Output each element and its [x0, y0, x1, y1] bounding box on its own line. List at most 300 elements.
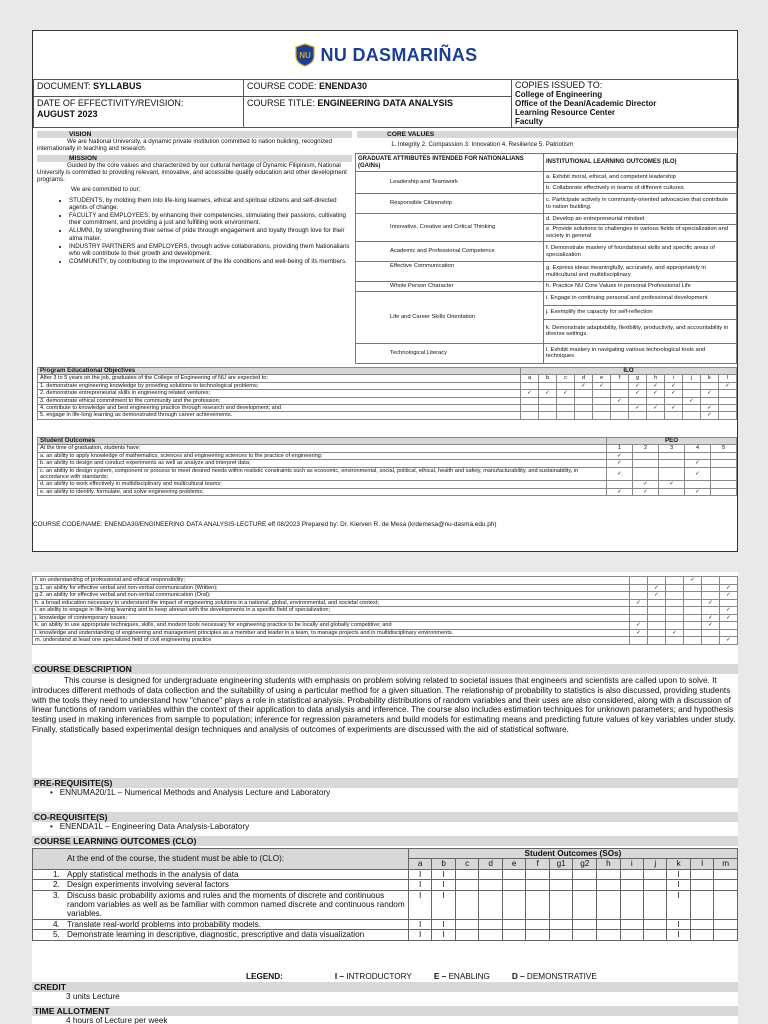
mark-cell	[720, 622, 738, 630]
table-row	[33, 637, 738, 645]
mark-cell	[714, 930, 738, 940]
mark-cell	[455, 919, 478, 929]
prerequisite-item: • ENNUMA20/1L – Numerical Methods and Analysis Lecture and Laboratory	[50, 788, 331, 797]
mark-cell: I	[432, 869, 456, 879]
row-label: i. an ability to engage in life-long learning and to keep abreast with the developments in a specific field of specialization;	[33, 607, 630, 615]
mark-cell	[502, 880, 526, 890]
gain-attr: Effective Communication	[356, 262, 544, 282]
mark-cell	[575, 412, 593, 419]
mark-cell	[666, 607, 684, 615]
mark-cell	[666, 599, 684, 607]
mark-cell	[630, 637, 648, 645]
col-header: i	[665, 375, 683, 382]
mark-cell	[539, 382, 557, 389]
mark-cell	[711, 467, 737, 481]
nu-shield-icon	[295, 43, 315, 67]
mark-cell	[521, 382, 539, 389]
mark-cell	[455, 880, 478, 890]
row-label: h. a broad education necessary to understand the impact of engineering solutions in a national, global, environmental, and societal context;	[33, 599, 630, 607]
mark-cell	[549, 880, 573, 890]
course-code-cell: COURSE CODE: ENENDA30	[244, 80, 512, 97]
col-header: g1	[549, 859, 573, 869]
mark-cell	[630, 614, 648, 622]
table-row	[33, 577, 738, 585]
credit-title: CREDIT	[32, 982, 738, 992]
col-header: g	[629, 375, 647, 382]
row-label: g.2. an ability for effective verbal and non-verbal communication (Oral);	[33, 592, 630, 600]
clo-table	[32, 848, 738, 941]
col-header: b	[432, 859, 456, 869]
gains-header: GRADUATE ATTRIBUTES INTENDED FOR NATIONALIANS (GAINs)	[356, 154, 544, 172]
gain-attr: Life and Career Skills Orientation	[356, 291, 544, 343]
so-title: Student Outcomes	[38, 438, 607, 445]
mark-cell	[690, 890, 713, 919]
mark-cell	[620, 919, 643, 929]
mark-cell	[665, 412, 683, 419]
mark-cell: I	[408, 919, 432, 929]
col-header: l	[690, 859, 713, 869]
mark-cell: ✓	[630, 629, 648, 637]
mark-cell	[620, 880, 643, 890]
mark-cell: ✓	[557, 390, 575, 397]
table-row	[33, 629, 738, 637]
table-row	[33, 584, 738, 592]
mark-cell	[644, 919, 667, 929]
mark-cell	[597, 930, 621, 940]
mark-cell	[539, 405, 557, 412]
mark-cell	[648, 599, 666, 607]
mark-cell: ✓	[629, 405, 647, 412]
clo-item: 2. Design experiments involving several factors	[33, 880, 409, 890]
mark-cell: ✓	[593, 382, 611, 389]
mark-cell	[690, 930, 713, 940]
mark-cell: ✓	[607, 460, 633, 467]
mark-cell	[573, 930, 597, 940]
mark-cell	[557, 397, 575, 404]
mark-cell: ✓	[685, 467, 711, 481]
mark-cell: ✓	[720, 614, 738, 622]
mark-cell	[666, 614, 684, 622]
row-label: l. knowledge and understanding of engineering and management principles as a member and leader in a team, to manage projects and in multidisciplinary environments.	[33, 629, 630, 637]
mark-cell: ✓	[720, 607, 738, 615]
mark-cell	[455, 869, 478, 879]
page-footer: COURSE CODE/NAME: ENENDA30/ENGINEERING DATA ANALYSIS-LECTURE eff 08/2023 Prepared by: Dr. Kierven R. de Mesa (krdemesa@nu-dasma.edu.ph)	[33, 521, 497, 528]
table-row	[38, 452, 737, 459]
mark-cell	[607, 481, 633, 488]
mark-cell	[573, 919, 597, 929]
copies-cell: COPIES ISSUED TO: College of Engineering Office of the Dean/Academic Director Learning Resource Center Faculty	[512, 80, 739, 128]
mark-cell	[659, 460, 685, 467]
clo-item: 3. Discuss basic probability axioms and rules and the moments of discrete and continuous random variables as well as be familiar with common named discrete and continuous random variables.	[33, 890, 409, 919]
mark-cell	[659, 488, 685, 495]
mark-cell: ✓	[701, 405, 719, 412]
mark-cell: ✓	[685, 460, 711, 467]
mark-cell	[648, 577, 666, 585]
table-row	[33, 614, 738, 622]
mark-cell: I	[432, 880, 456, 890]
list-item: • FACULTY and EMPLOYEES, by enhancing their competencies, stimulating their passions, cultivating their commitment, and providing a just and fulfilling work environment.	[69, 212, 352, 226]
mark-cell	[597, 880, 621, 890]
mark-cell	[526, 919, 549, 929]
list-item: • ALUMNI, by strengthening their sense of pride through engagement and loyalty through love for their alma mater.	[69, 227, 352, 241]
col-header: h	[647, 375, 665, 382]
clo-item: 4. Translate real-world problems into probability models.	[33, 919, 409, 929]
table-row	[38, 481, 737, 488]
mark-cell: ✓	[685, 488, 711, 495]
mark-cell: ✓	[607, 452, 633, 459]
mark-cell	[633, 467, 659, 481]
mark-cell	[648, 637, 666, 645]
mark-cell: I	[432, 919, 456, 929]
col-header: b	[539, 375, 557, 382]
mark-cell	[630, 607, 648, 615]
mark-cell	[630, 577, 648, 585]
mark-cell: I	[667, 919, 690, 929]
mark-cell	[502, 919, 526, 929]
mark-cell	[549, 869, 573, 879]
mark-cell: ✓	[629, 390, 647, 397]
col-header: a	[521, 375, 539, 382]
mark-cell: I	[408, 880, 432, 890]
mark-cell: ✓	[629, 382, 647, 389]
mark-cell	[573, 869, 597, 879]
col-header: d	[479, 859, 503, 869]
col-header: c	[455, 859, 478, 869]
mark-cell	[549, 930, 573, 940]
peo-title: Program Educational Objectives	[38, 368, 521, 375]
row-label: e. an ability to identify, formulate, and solve engineering problems;	[38, 488, 607, 495]
col-header: 5	[711, 445, 737, 452]
student-outcomes-continued-table	[32, 576, 738, 645]
col-header: h	[597, 859, 621, 869]
col-header: f	[526, 859, 549, 869]
mark-cell: ✓	[647, 390, 665, 397]
row-label: 5. engage in life-long learning as demonstrated through career achievements.	[38, 412, 521, 419]
mark-cell: ✓	[720, 584, 738, 592]
gain-attr: Technological Literacy	[356, 343, 544, 363]
mark-cell	[690, 919, 713, 929]
mark-cell	[714, 880, 738, 890]
list-item: • STUDENTS, by molding them into life-long learners, ethical and spiritual citizens and self-directed agents of change.	[69, 197, 352, 211]
table-row	[38, 368, 737, 375]
mark-cell	[647, 397, 665, 404]
mark-cell: ✓	[647, 382, 665, 389]
corequisite-item: • ENENDA1L – Engineering Data Analysis-Laboratory	[50, 822, 250, 831]
mark-cell	[502, 930, 526, 940]
student-outcomes-table	[37, 437, 737, 496]
row-label: d. an ability to work effectively in multidisciplinary and multicultural teams;	[38, 481, 607, 488]
table-row	[38, 412, 737, 419]
clo-title: COURSE LEARNING OUTCOMES (CLO)	[32, 836, 738, 846]
mark-cell	[644, 880, 667, 890]
brand-name: NU DASMARIÑAS	[320, 44, 478, 65]
mark-cell	[685, 452, 711, 459]
mark-cell	[629, 397, 647, 404]
mark-cell: ✓	[630, 622, 648, 630]
col-header: l	[719, 375, 737, 382]
svg-text:NU: NU	[298, 51, 311, 60]
time-allotment-title: TIME ALLOTMENT	[32, 1006, 738, 1016]
mark-cell	[479, 930, 503, 940]
row-label: b. an ability to design and conduct experiments as well as analyze and interpret data;	[38, 460, 607, 467]
mark-cell	[684, 629, 702, 637]
mark-cell	[714, 890, 738, 919]
col-header: 2	[633, 445, 659, 452]
list-item: • INDUSTRY PARTNERS and EMPLOYERS, through active collaborations, providing them Nationalians who will contribute to their growth and development.	[69, 243, 352, 257]
so-intro: At the time of graduation, students have:	[38, 445, 607, 452]
vision-text: We are National University, a dynamic private institution committed to nation building, recognized internationally in teaching and research.	[37, 138, 332, 153]
mark-cell	[666, 637, 684, 645]
table-row	[38, 390, 737, 397]
mark-cell: I	[667, 869, 690, 879]
mark-cell: ✓	[702, 614, 720, 622]
mark-cell	[714, 919, 738, 929]
table-row	[33, 599, 738, 607]
mark-cell: I	[432, 930, 456, 940]
mark-cell	[557, 412, 575, 419]
ilo-header: INSTITUTIONAL LEARNING OUTCOMES (ILO)	[544, 154, 737, 172]
col-header: g2	[573, 859, 597, 869]
prerequisite-title: PRE-REQUISITE(S)	[32, 778, 738, 788]
peo-label: PEO	[607, 438, 737, 445]
table-row	[38, 375, 737, 382]
mark-cell	[573, 880, 597, 890]
mark-cell	[701, 382, 719, 389]
mark-cell: I	[667, 890, 690, 919]
mark-cell	[702, 629, 720, 637]
legend: LEGEND: I – INTRODUCTORY E – ENABLING D – DEMONSTRATIVE	[246, 972, 597, 981]
mark-cell	[620, 890, 643, 919]
mark-cell	[593, 390, 611, 397]
mark-cell	[644, 869, 667, 879]
mark-cell	[549, 890, 573, 919]
core-values-title: CORE VALUES	[357, 131, 737, 138]
mark-cell	[684, 592, 702, 600]
table-row	[38, 488, 737, 495]
mark-cell: ✓	[607, 467, 633, 481]
vision-title: VISION	[37, 131, 352, 138]
mark-cell	[455, 930, 478, 940]
mark-cell	[479, 890, 503, 919]
mission-list	[37, 197, 352, 266]
table-row	[33, 880, 738, 890]
mark-cell	[684, 622, 702, 630]
mark-cell: ✓	[684, 577, 702, 585]
col-header: d	[575, 375, 593, 382]
mark-cell: ✓	[701, 390, 719, 397]
mark-cell: ✓	[648, 584, 666, 592]
clo-item: 5. Demonstrate learning in descriptive, diagnostic, prescriptive and data visualization	[33, 930, 409, 940]
document-header-table	[33, 79, 739, 128]
mark-cell	[684, 614, 702, 622]
mark-cell	[573, 890, 597, 919]
mark-cell	[597, 919, 621, 929]
mark-cell: ✓	[702, 622, 720, 630]
mark-cell	[630, 592, 648, 600]
mark-cell: ✓	[666, 629, 684, 637]
mark-cell	[648, 614, 666, 622]
mark-cell: ✓	[521, 390, 539, 397]
core-values-line: 1. Integrity 2. Compassion 3. Innovation 4. Resilience 5. Patriotism	[391, 141, 574, 148]
mark-cell	[549, 919, 573, 929]
row-label: k. an ability to use appropriate techniques, skills, and modern tools necessary for engineering practice to be locally and globally competitive; and	[33, 622, 630, 630]
mark-cell	[647, 412, 665, 419]
mark-cell	[666, 622, 684, 630]
mark-cell	[666, 584, 684, 592]
mark-cell	[659, 467, 685, 481]
mark-cell: ✓	[647, 405, 665, 412]
col-header: k	[667, 859, 690, 869]
mark-cell	[620, 869, 643, 879]
mark-cell: ✓	[659, 481, 685, 488]
peo-table	[37, 367, 737, 420]
mark-cell	[719, 405, 737, 412]
mark-cell	[702, 592, 720, 600]
vision-mission-block	[37, 131, 352, 266]
row-label: f. an understanding of professional and ethical responsibility;	[33, 577, 630, 585]
mark-cell	[630, 584, 648, 592]
row-label: 3. demonstrate ethical commitment to the community and the profession;	[38, 397, 521, 404]
row-label: g.1. an ability for effective verbal and non-verbal communication (Written);	[33, 584, 630, 592]
mark-cell	[702, 577, 720, 585]
mark-cell	[644, 890, 667, 919]
table-row	[33, 919, 738, 929]
mission-text: Guided by the core values and characterized by our cultural heritage of Dynamic Filipinism, National University is committed to providing relevant, innovative, and accessible quality education and other development programs.	[37, 161, 347, 184]
mark-cell	[690, 869, 713, 879]
table-row	[33, 607, 738, 615]
mark-cell: I	[408, 890, 432, 919]
gain-attr: Innovative, Creative and Critical Thinking	[356, 214, 544, 242]
mark-cell	[684, 599, 702, 607]
col-header: f	[611, 375, 629, 382]
mark-cell: I	[408, 930, 432, 940]
mark-cell	[611, 412, 629, 419]
row-label: 4. contribute to knowledge and best engineering practice through research and development; and	[38, 405, 521, 412]
mark-cell: ✓	[575, 382, 593, 389]
col-header: 3	[659, 445, 685, 452]
mark-cell	[648, 622, 666, 630]
row-label: j. knowledge of contemporary issues;	[33, 614, 630, 622]
mark-cell	[714, 869, 738, 879]
mark-cell	[683, 412, 701, 419]
mark-cell	[502, 890, 526, 919]
mark-cell: ✓	[720, 637, 738, 645]
mark-cell	[611, 405, 629, 412]
header-logo	[33, 41, 739, 69]
mark-cell: ✓	[683, 397, 701, 404]
mark-cell	[593, 412, 611, 419]
mark-cell	[611, 390, 629, 397]
mark-cell: ✓	[701, 412, 719, 419]
course-title-cell: COURSE TITLE: ENGINEERING DATA ANALYSIS	[244, 96, 512, 127]
mark-cell	[711, 488, 737, 495]
row-label: 1. demonstrate engineering knowledge by providing solutions to technological problems;	[38, 382, 521, 389]
mark-cell: ✓	[633, 488, 659, 495]
mark-cell: ✓	[665, 382, 683, 389]
mark-cell	[479, 880, 503, 890]
mark-cell	[720, 599, 738, 607]
col-header: e	[593, 375, 611, 382]
table-row	[38, 405, 737, 412]
mark-cell	[683, 390, 701, 397]
mark-cell: I	[432, 890, 456, 919]
mark-cell	[526, 869, 549, 879]
effectivity-cell: DATE OF EFFECTIVITY/REVISION: AUGUST 2023	[34, 96, 244, 127]
table-row	[33, 890, 738, 919]
mark-cell	[648, 629, 666, 637]
mission-title: MISSION	[37, 155, 352, 162]
col-header: j	[683, 375, 701, 382]
mark-cell	[683, 405, 701, 412]
col-header: i	[620, 859, 643, 869]
gain-attr: Whole Person Character	[356, 282, 544, 292]
mark-cell	[644, 930, 667, 940]
row-label: 2. demonstrate entrepreneurial skills in engineering related ventures;	[38, 390, 521, 397]
mark-cell: ✓	[648, 592, 666, 600]
mark-cell	[648, 607, 666, 615]
mark-cell	[521, 412, 539, 419]
peo-intro: After 3 to 5 years on the job, graduates of the College of Engineering of NU are expected to:	[38, 375, 521, 382]
mark-cell	[526, 880, 549, 890]
mark-cell	[711, 460, 737, 467]
mark-cell: ✓	[720, 592, 738, 600]
mark-cell	[702, 637, 720, 645]
col-header: a	[408, 859, 432, 869]
mark-cell	[659, 452, 685, 459]
mark-cell	[597, 869, 621, 879]
gains-ilo-table: GRADUATE ATTRIBUTES INTENDED FOR NATIONALIANS (GAINs) INSTITUTIONAL LEARNING OUTCOMES (ILO) Leadership and Teamwork a. Exhibit moral, ethical, and competent leadership b. Collaborate effectively in teams of different cultures. Responsible Citizenship c. Participate actively in community-oriented advocacies that contribute to nation building. Innovative, Creative and Critical Thinking d. Develop an entrepreneurial mindset e. Provide solutions to challenges in various fields of specialization and society in general Academic and Professional Competence f. Demonstrate mastery of foundational skills and specific areas of specialization Effective Communication g. Express ideas meaningfully, accurately, and appropriately in multicultural and multidisciplinary Whole Person Character h. Practice NU Core Values in personal Professional Life Life and Career Skills Orientation i. Engage in continuing personal and professional development j. Exemplify the capacity for self-reflection k. Demonstrate adaptability, flexibility, productivity, and accountability in diverse settings. Technological Literacy l. Exhibit mastery in navigating various technological tools and techniques	[355, 153, 737, 364]
gain-attr: Leadership and Teamwork	[356, 172, 544, 194]
mark-cell: ✓	[607, 488, 633, 495]
table-row	[33, 849, 738, 859]
mark-cell	[690, 880, 713, 890]
ilo-label: ILO	[521, 368, 737, 375]
gain-attr: Academic and Professional Competence	[356, 242, 544, 262]
mark-cell	[684, 584, 702, 592]
col-header: j	[644, 859, 667, 869]
mission-lead: We are committed to our:	[71, 186, 141, 194]
mark-cell	[685, 481, 711, 488]
mark-cell	[684, 637, 702, 645]
mark-cell	[557, 405, 575, 412]
mark-cell	[720, 577, 738, 585]
col-header: 4	[685, 445, 711, 452]
mark-cell	[526, 890, 549, 919]
mark-cell	[665, 397, 683, 404]
time-allotment-text: 4 hours of Lecture per week	[66, 1016, 168, 1024]
mark-cell	[702, 584, 720, 592]
mark-cell	[575, 390, 593, 397]
mark-cell	[455, 890, 478, 919]
mark-cell	[633, 452, 659, 459]
table-row	[33, 930, 738, 940]
mark-cell	[701, 397, 719, 404]
row-label: m. understand at least one specialized field of civil engineering practice	[33, 637, 630, 645]
mark-cell	[719, 412, 737, 419]
table-row	[33, 592, 738, 600]
mark-cell	[502, 869, 526, 879]
table-row	[38, 438, 737, 445]
mark-cell	[720, 629, 738, 637]
mark-cell: ✓	[539, 390, 557, 397]
table-row	[33, 622, 738, 630]
mark-cell	[575, 405, 593, 412]
table-row	[33, 869, 738, 879]
corequisite-title: CO-REQUISITE(S)	[32, 812, 738, 822]
mark-cell	[719, 390, 737, 397]
mark-cell	[479, 919, 503, 929]
col-header: e	[502, 859, 526, 869]
